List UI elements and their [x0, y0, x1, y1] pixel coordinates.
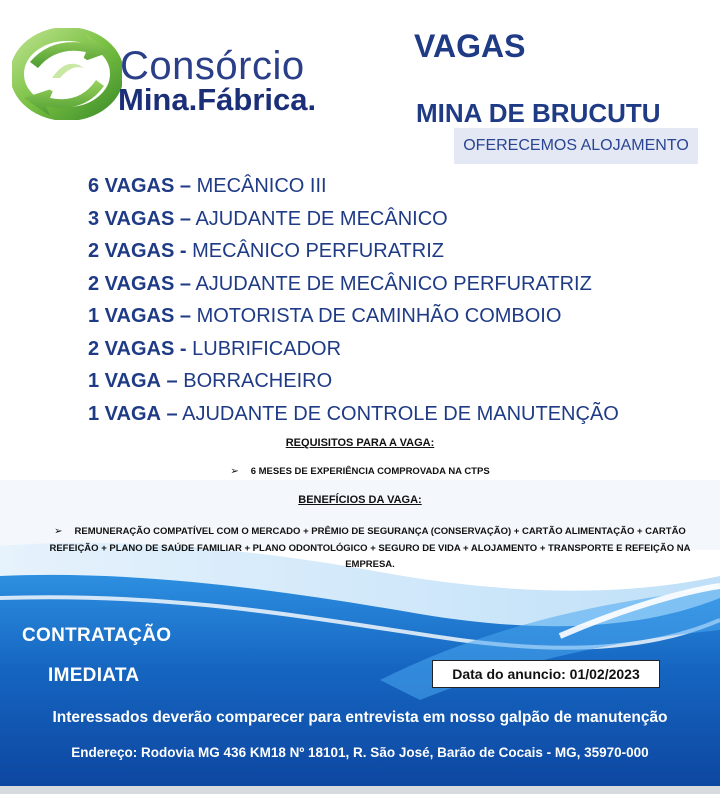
logo-text-consorcio: Consórcio [120, 44, 305, 88]
job-count: 2 VAGAS [88, 272, 175, 295]
job-role: AJUDANTE DE MECÂNICO [195, 207, 448, 230]
job-count: 6 VAGAS [88, 175, 175, 197]
job-role: AJUDANTE DE CONTROLE DE MANUTENÇÃO [182, 402, 619, 425]
job-item [88, 365, 708, 398]
requirements-item [0, 466, 720, 477]
job-separator: – [179, 175, 192, 197]
recycle-logo-icon [12, 28, 122, 120]
job-count: 1 VAGAS [88, 305, 175, 327]
job-item [88, 235, 708, 268]
job-role: BORRACHEIRO [183, 370, 333, 392]
job-count: 1 VAGA [88, 370, 161, 392]
logo-text-mina-fabrica: Mina.Fábrica. [118, 82, 317, 117]
accommodation-badge: OFERECEMOS ALOJAMENTO [454, 128, 698, 164]
bottom-strip [0, 786, 720, 794]
job-item [88, 170, 708, 203]
job-item [88, 268, 708, 301]
job-separator: - [179, 240, 187, 262]
call-to-action: Interessados deverão comparecer para entrevista em nosso galpão de manutenção [52, 709, 668, 726]
benefits-item [40, 524, 700, 574]
job-role: MOTORISTA DE CAMINHÃO COMBOIO [196, 305, 562, 327]
job-count: 2 VAGAS [88, 240, 175, 262]
benefits-title: BENEFÍCIOS DA VAGA: [298, 494, 422, 506]
job-count: 2 VAGAS [88, 337, 175, 360]
job-count: 3 VAGAS [88, 207, 175, 230]
arrow-bullet-icon: ➢ [54, 526, 63, 537]
hiring-line-1: CONTRATAÇÃO [22, 625, 172, 646]
address-line: Endereço: Rodovia MG 436 KM18 Nº 18101, R. São José, Barão de Cocais - MG, 35970-000 [71, 745, 649, 760]
requirements-title: REQUISITOS PARA A VAGA: [285, 437, 435, 449]
job-item [88, 333, 708, 366]
benefit-text: REMUNERAÇÃO COMPATÍVEL COM O MERCADO + PRÊMIO DE SEGURANÇA (CONSERVAÇÃO) + CARTÃO ALIMENTAÇÃO + CARTÃO REFEIÇÃO + PLANO DE SAÚDE FAMILIAR + PLANO ODONTOLÓGICO + SEGURO DE VIDA + ALOJAMENTO + TRANSPORTE E REFEIÇÃO NA EMPRESA. [49, 526, 691, 570]
job-separator: – [179, 305, 192, 327]
job-separator: – [179, 207, 192, 230]
arrow-bullet-icon: ➢ [230, 466, 239, 477]
job-list [88, 170, 708, 430]
job-item [88, 300, 708, 333]
job-item [88, 203, 708, 236]
job-role: MECÂNICO PERFURATRIZ [192, 240, 444, 262]
job-role: MECÂNICO III [196, 175, 327, 197]
requirement-text: 6 MESES DE EXPERIÊNCIA COMPROVADA NA CTPS [250, 466, 490, 477]
job-role: LUBRIFICADOR [192, 337, 342, 360]
job-separator: – [166, 402, 178, 425]
announcement-date-box: Data do anuncio: 01/02/2023 [432, 660, 660, 688]
job-separator: - [179, 337, 187, 360]
page-subtitle: MINA DE BRUCUTU [416, 98, 661, 128]
job-separator: – [179, 272, 192, 295]
job-separator: – [166, 370, 178, 392]
page-title: VAGAS [414, 28, 526, 64]
hiring-line-2: IMEDIATA [48, 665, 140, 686]
job-item [88, 398, 708, 431]
job-role: AJUDANTE DE MECÂNICO PERFURATRIZ [195, 272, 592, 295]
job-count: 1 VAGA [88, 402, 161, 425]
